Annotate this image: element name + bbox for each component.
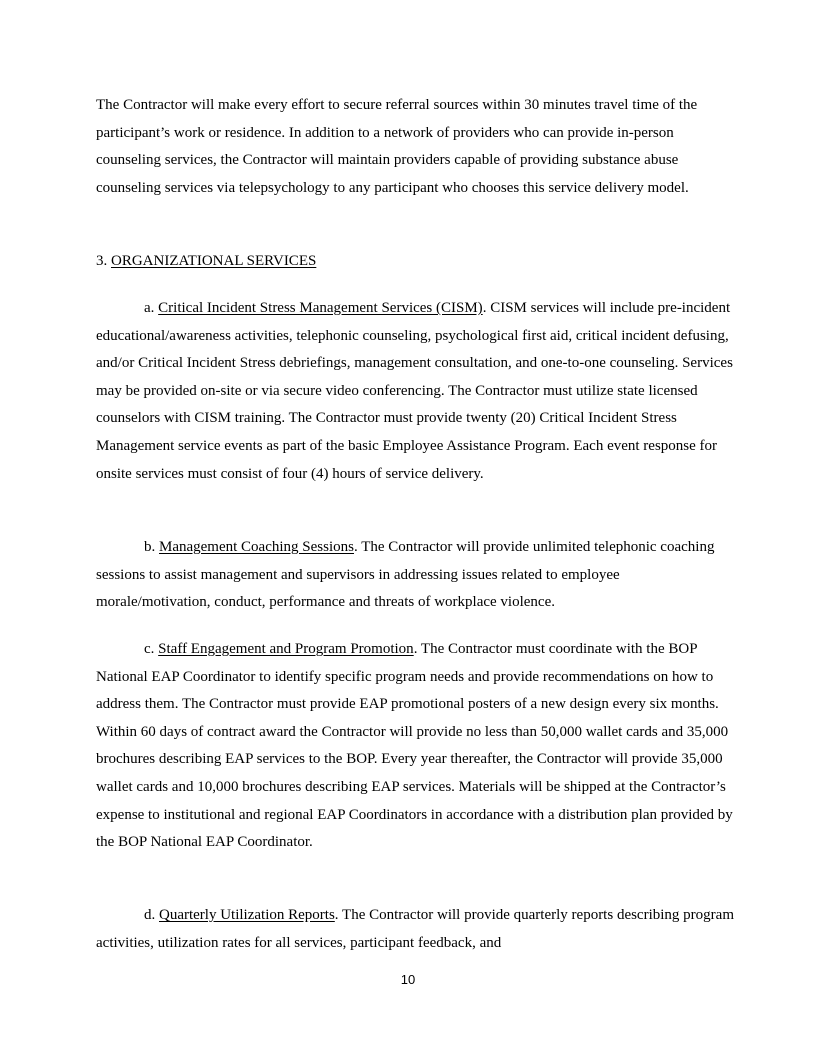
item-body: . The Contractor must coordinate with the BOP National EAP Coordinator to identify specific program needs and provide recommendations on how to address them. The Contractor must provide EAP promotional posters of a new design every six months. Within 60 days of contract award the Contractor will provide no less than 50,000 wallet cards and 35,000 brochures describing EAP services to the BOP. Every year thereafter, the Contractor will provide 35,000 wallet cards and 10,000 brochures describing EAP services. Materials will be shipped at the Contractor’s expense to institutional and regional EAP Coordinators in accordance with a distribution plan provided by the BOP National EAP Coordinator. [96,641,733,851]
item-heading: Critical Incident Stress Management Services (CISM) [158,300,483,316]
item-marker: d. [144,907,159,923]
item-marker: a. [144,300,159,316]
page-number: 10 [400,972,416,987]
item-heading: Management Coaching Sessions [159,539,354,555]
item-a-paragraph [96,295,736,488]
section-number: 3. [96,253,111,269]
item-d-paragraph [96,902,736,957]
item-marker: c. [144,641,159,657]
item-body: . The Contractor will provide unlimited telephonic coaching sessions to assist management and supervisors in addressing issues related to employee morale/motivation, conduct, performance and threats of workplace violence. [96,539,715,611]
item-c-paragraph [96,636,736,857]
item-b-paragraph [96,534,736,617]
item-heading: Quarterly Utilization Reports [159,907,335,923]
section-title: ORGANIZATIONAL SERVICES [111,253,317,269]
item-heading: Staff Engagement and Program Promotion [158,641,414,657]
section-3-heading [96,248,736,276]
item-body: . CISM services will include pre-incident educational/awareness activities, telephonic counseling, psychological first aid, critical incident defusing, and/or Critical Incident Stress debriefings, management consultation, and one-to-one counseling. Services may be provided on-site or via secure video conferencing. The Contractor must utilize state licensed counselors with CISM training. The Contractor must provide twenty (20) Critical Incident Stress Management service events as part of the basic Employee Assistance Program. Each event response for onsite services must consist of four (4) hours of service delivery. [96,300,733,482]
item-body: . The Contractor will provide quarterly reports describing program activities, utilization rates for all services, participant feedback, and [96,907,734,951]
intro-paragraph: The Contractor will make every effort to secure referral sources within 30 minutes travel time of the participant’s work or residence. In addition to a network of providers who can provide in-person counseling services, the Contractor will maintain providers capable of providing substance abuse counseling services via telepsychology to any participant who chooses this service delivery model. [96,97,698,196]
item-marker: b. [144,539,159,555]
